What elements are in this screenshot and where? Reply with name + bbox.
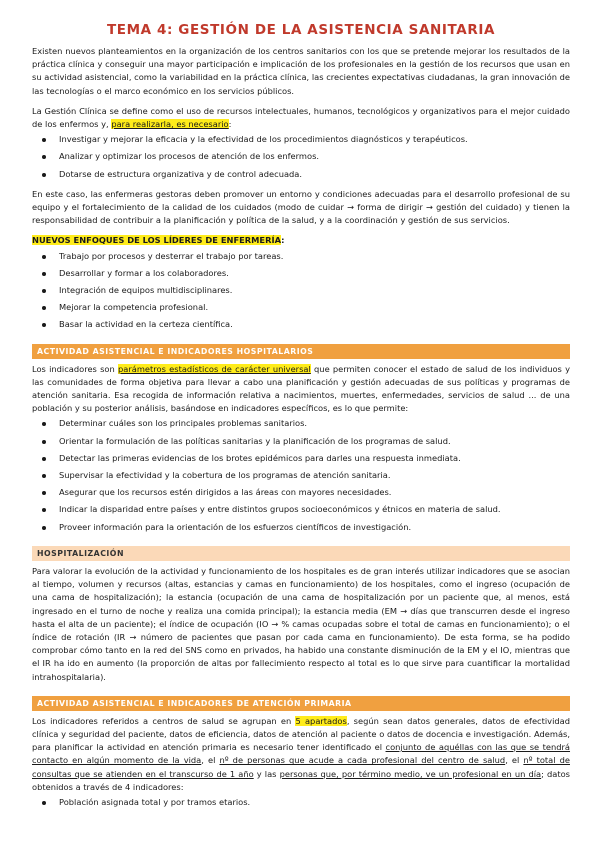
- ap-underline-3: nº total de consultas que se atienden en el transcurso de 1 año: [32, 755, 570, 779]
- indicadores-list: [42, 417, 570, 533]
- ap-underline-4: personas que, por término medio, ve un profesional en un día: [279, 768, 542, 779]
- section-header: ACTIVIDAD ASISTENCIAL E INDICADORES DE ATENCIÓN PRIMARIA: [32, 696, 570, 711]
- ap-text-1: Los indicadores referidos a centros de salud se agrupan en: [32, 715, 296, 726]
- list-item: Trabajo por procesos y desterrar el trabajo por tareas.: [42, 250, 570, 263]
- section-indicadores-hospitalarios: [32, 344, 570, 534]
- atencion-primaria-list: [42, 796, 570, 809]
- enfoques-heading: [32, 234, 570, 247]
- list-item: Mejorar la competencia profesional.: [42, 301, 570, 314]
- list-item: Proveer información para la orientación de los esfuerzos científicos de investigación.: [42, 521, 570, 534]
- list-item: Desarrollar y formar a los colaboradores.: [42, 267, 570, 280]
- list-item: Supervisar la efectividad y la cobertura de los programas de atención sanitaria.: [42, 469, 570, 482]
- section-header: HOSPITALIZACIÓN: [32, 546, 570, 561]
- gestion-clinica-highlight: para realizarla, es necesario: [111, 119, 229, 130]
- section-header: ACTIVIDAD ASISTENCIAL E INDICADORES HOSPITALARIOS: [32, 344, 570, 359]
- list-item: Orientar la formulación de las políticas sanitarias y la planificación de los programas de salud.: [42, 435, 570, 448]
- ap-highlight: 5 apartados: [295, 715, 347, 726]
- ap-underline-1: conjunto de aquéllas con las que se tendrá contacto en algún momento de la vida: [32, 742, 571, 766]
- atencion-primaria-paragraph: [32, 715, 570, 794]
- enfermeras-paragraph: En este caso, las enfermeras gestoras deben promover un entorno y condiciones adecuadas para el desarrollo profesional de su equipo y el fortalecimiento de la calidad de los cuidados (modo de cuidar → forma de dirigir → gestión del cuidado) y tienen la responsabilidad de contribuir a la planificación y política de la salud, y a la coordinación y gestión de sus servicios.: [32, 188, 570, 226]
- list-item: Determinar cuáles son los principales problemas sanitarios.: [42, 417, 570, 430]
- enfoques-heading-text: NUEVOS ENFOQUES DE LOS LÍDERES DE ENFERMERÍA: [32, 235, 282, 246]
- enfoques-heading-colon: :: [281, 235, 285, 246]
- list-item: Integración de equipos multidisciplinares.: [42, 284, 570, 297]
- list-item: Investigar y mejorar la eficacia y la efectividad de los procedimientos diagnósticos y terapéuticos.: [42, 133, 570, 146]
- enfoques-list: [42, 250, 570, 332]
- hospitalizacion-paragraph: Para valorar la evolución de la actividad y funcionamiento de los hospitales es de gran interés utilizar indicadores que se asocian al tiempo, volumen y recursos (altas, estancias y camas en funcionamiento) de los hospitales, como el ingreso (ocupación de una cama de hospitalización); la estancia (ocupación de una cama de hospitalización por un paciente que, al menos, está ingresado en el turno de noche y realiza una comida principal); la estancia media (EM → días que transcurren desde el ingreso hasta el alta de un paciente); el índice de ocupación (IO → % camas ocupadas sobre el total de camas en funcionamiento); o el índice de rotación (IR → número de pacientes que pasan por cada cama en funcionamiento). De esta forma, se ha podido comprobar cómo tanto en la red del SNS como en privados, ha habido una constante disminución de la EM y el IO, mientras que el IR ha ido en aumento (la proporción de altas por fallecimiento respecto al total es lo que sirve para cuantificar la mortalidad intrahospitalaria).: [32, 565, 570, 682]
- list-item: Basar la actividad en la certeza científica.: [42, 318, 570, 331]
- list-item: Asegurar que los recursos estén dirigidos a las áreas con mayores necesidades.: [42, 486, 570, 499]
- indicadores-paragraph: [32, 363, 570, 416]
- ap-text-6: ; datos obtenidos a través de 4 indicadores:: [32, 768, 571, 792]
- section-atencion-primaria: [32, 696, 570, 809]
- indicadores-text-b: que permiten conocer el estado de salud de los individuos y las comunidades de forma objetiva para llevar a cabo una planificación y gestión adecuadas de sus políticas y programas de atención sanitaria. Esa recogida de información relativa a nacimientos, muertes, enfermedades, servicios de salud ... de una población y su posterior análisis, basándose en indicadores específicos, es lo que permite:: [32, 363, 571, 414]
- intro-paragraph: Existen nuevos planteamientos en la organización de los centros sanitarios con los que se pretende mejorar los resultados de la práctica clínica y conseguir una mayor participación e implicación de los profesionales en la gestión de los recursos que usan en su actividad asistencial, como la variabilidad en la práctica clínica, las crecientes expectativas ciudadanas, la gran innovación de las tecnologías o el marco económico en los servicios públicos.: [32, 46, 570, 96]
- section-hospitalizacion: [32, 546, 570, 684]
- list-item: Analizar y optimizar los procesos de atención de los enfermos.: [42, 150, 570, 163]
- ap-underline-2: nº de personas que acude a cada profesional del centro de salud: [219, 755, 506, 766]
- ap-text-3: , el: [201, 755, 220, 766]
- gestion-clinica-list: [42, 133, 570, 181]
- indicadores-text-a: Los indicadores son: [32, 363, 118, 374]
- list-item: Indicar la disparidad entre países y entre distintos grupos socioeconómicos y étnicos en materia de salud.: [42, 503, 570, 516]
- list-item: Población asignada total y por tramos etarios.: [42, 796, 570, 809]
- gestion-clinica-colon: :: [228, 119, 232, 130]
- ap-text-5: y las: [253, 768, 280, 779]
- indicadores-highlight: parámetros estadísticos de carácter universal: [118, 363, 311, 374]
- ap-text-2: , según sean datos generales, datos de efectividad clínica y seguridad del paciente, datos de eficiencia, datos de atención al paciente o datos de docencia e investigación. Además, para planificar la actividad en atención primaria es necesario tener identificado el: [32, 715, 570, 753]
- ap-text-4: , el: [505, 755, 524, 766]
- page-title: TEMA 4: GESTIÓN DE LA ASISTENCIA SANITARIA: [106, 22, 495, 38]
- list-item: Dotarse de estructura organizativa y de control adecuada.: [42, 168, 570, 181]
- gestion-clinica-paragraph: [32, 105, 570, 131]
- list-item: Detectar las primeras evidencias de los brotes epidémicos para darles una respuesta inmediata.: [42, 452, 570, 465]
- gestion-clinica-text: La Gestión Clínica se define como el uso de recursos intelectuales, humanos, tecnológicos y organizativos para el mejor cuidado de los enfermos y,: [32, 105, 570, 130]
